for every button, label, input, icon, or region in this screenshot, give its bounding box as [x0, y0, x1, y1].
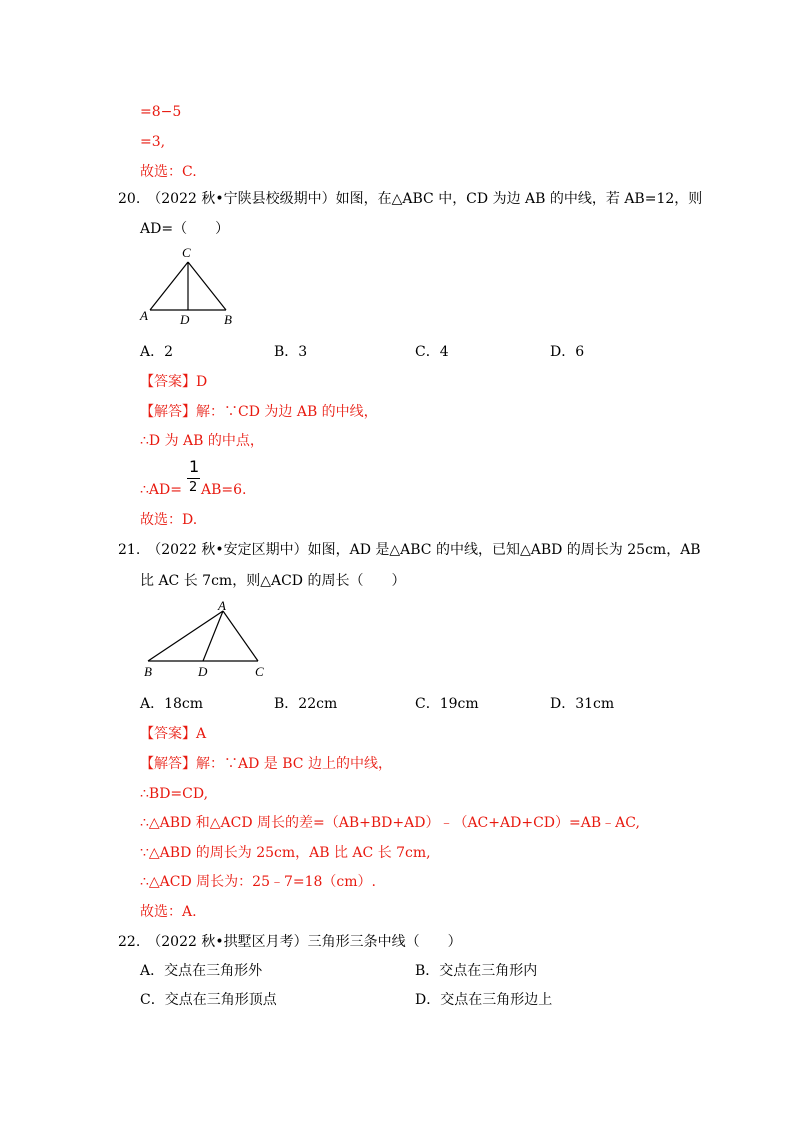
q21-solution-line-5: ∴△ACD 周长为：25﹣7=18（cm）. [140, 874, 377, 890]
q20-option-b: B．3 [274, 344, 308, 360]
q21-label-b: B [144, 664, 152, 679]
q20-option-c: C．4 [415, 344, 449, 360]
q21-solution-line-1: 【解答】解：∵AD 是 BC 边上的中线， [140, 756, 392, 772]
q20-side-ca [150, 262, 188, 310]
q20-solution-line-4: 故选：D. [140, 512, 198, 528]
q21-label-a: A [218, 598, 226, 613]
q21-solution-line-6: 故选：A. [140, 904, 197, 920]
q22-option-a: A．交点在三角形外 [140, 963, 263, 979]
prev-solution-line-2: =3, [140, 134, 166, 150]
q20-fraction-numerator: 1 [189, 457, 200, 476]
q21-side-ab [148, 611, 223, 661]
q21-solution-line-2: ∴BD=CD, [140, 786, 209, 802]
q22-option-d: D．交点在三角形边上 [415, 992, 553, 1008]
q21-solution-line-4: ∵△ABD 的周长为 25cm，AB 比 AC 长 7cm, [140, 845, 431, 861]
q21-option-a: A．18cm [140, 696, 204, 712]
q21-label-c: C [255, 664, 264, 679]
q20-label-a: A [140, 308, 148, 323]
q20-stem-line-2: AD=（ ） [140, 221, 230, 237]
prev-solution-line-3: 故选：C. [140, 164, 197, 180]
q20-solution-line-1: 【解答】解：∵CD 为边 AB 的中线， [140, 404, 378, 420]
q21-option-d: D．31cm [550, 696, 615, 712]
q22-option-c: C．交点在三角形顶点 [140, 992, 277, 1008]
q21-option-b: B．22cm [274, 696, 338, 712]
q20-solution-line-2: ∴D 为 AB 的中点， [140, 433, 264, 449]
q21-side-ac [223, 611, 258, 661]
q20-fraction-bar [187, 478, 200, 479]
q21-triangle-figure [138, 597, 273, 683]
q20-stem-line-1: 20. （2022 秋•宁陕县校级期中）如图，在△ABC 中，CD 为边 AB 的中线，若 AB=12，则 [118, 191, 703, 207]
q21-stem-line-1: 21. （2022 秋•安定区期中）如图，AD 是△ABC 的中线，已知△ABD 的周长为 25cm，AB [118, 542, 701, 558]
q21-stem-line-2: 比 AC 长 7cm，则△ACD 的周长（ ） [140, 573, 406, 589]
q21-option-c: C．19cm [415, 696, 479, 712]
q20-solution-line-3-post: AB=6. [201, 482, 247, 498]
q20-label-d: D [180, 312, 190, 327]
q20-option-d: D．6 [550, 344, 585, 360]
q22-stem: 22. （2022 秋•拱墅区月考）三角形三条中线（ ） [118, 934, 462, 950]
q20-answer: 【答案】D [140, 374, 208, 390]
q20-solution-line-3-pre: ∴AD= [140, 482, 182, 498]
q20-label-b: B [224, 312, 232, 327]
q20-side-cb [188, 262, 226, 310]
q22-option-b: B．交点在三角形内 [415, 963, 538, 979]
q20-fraction-denominator: 2 [189, 480, 198, 495]
q21-label-d: D [198, 664, 208, 679]
q21-answer: 【答案】A [140, 726, 207, 742]
q21-solution-line-3: ∴△ABD 和△ACD 周长的差=（AB+BD+AD）﹣（AC+AD+CD）=AB﹣AC, [140, 815, 640, 831]
q20-triangle-figure [135, 242, 245, 328]
q21-median-ad [203, 611, 223, 661]
q20-label-c: C [182, 245, 191, 260]
prev-solution-line-1: =8−5 [140, 104, 182, 120]
q20-option-a: A．2 [140, 344, 174, 360]
